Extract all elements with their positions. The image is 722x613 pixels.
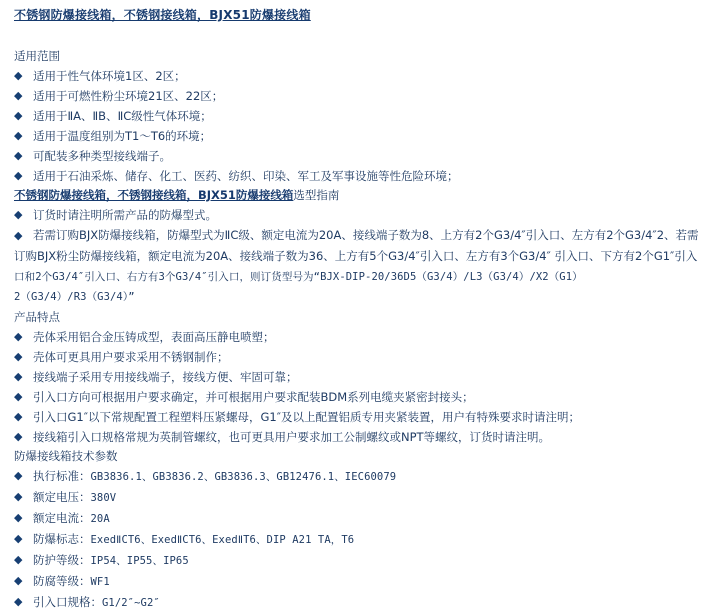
page-title[interactable]: 不锈钢防爆接线箱，不锈钢接线箱，BJX51防爆接线箱 <box>14 8 311 22</box>
list-item <box>14 387 714 407</box>
spacer <box>14 24 714 47</box>
guide-title-suffix: 选型指南 <box>293 188 340 202</box>
diamond-bullet-icon: ◆ <box>14 468 23 482</box>
diamond-bullet-icon: ◆ <box>14 389 23 403</box>
list-item <box>14 327 714 347</box>
scope-list <box>14 66 714 186</box>
spec-row <box>14 571 714 592</box>
diamond-bullet-icon: ◆ <box>14 229 23 242</box>
list-item-text: 适用于ⅡA、ⅡB、ⅡC级性气体环境； <box>33 109 212 123</box>
list-item <box>14 126 714 146</box>
list-item <box>14 66 714 86</box>
spec-label: 防腐等级： <box>33 573 91 588</box>
diamond-bullet-icon: ◆ <box>14 573 23 587</box>
diamond-bullet-icon: ◆ <box>14 552 23 566</box>
spec-label: 防护等级： <box>33 552 91 567</box>
list-item-text: 适用于温度组别为T1～T6的环境； <box>33 129 212 143</box>
document-body <box>14 6 714 613</box>
list-item <box>14 86 714 106</box>
diamond-bullet-icon: ◆ <box>14 510 23 524</box>
diamond-bullet-icon: ◆ <box>14 89 23 102</box>
spec-label: 防爆标志： <box>33 531 91 546</box>
spec-value: WF1 <box>90 575 110 588</box>
diamond-bullet-icon: ◆ <box>14 109 23 122</box>
spec-label: 额定电压： <box>33 489 91 504</box>
spec-value: ExedⅡCT6、ExedⅡCT6、ExedⅡT6、DIP A21 TA，T6 <box>90 533 355 546</box>
features-list <box>14 327 714 447</box>
list-item <box>14 347 714 367</box>
diamond-bullet-icon: ◆ <box>14 594 23 608</box>
spec-value: 380V <box>90 491 117 504</box>
list-item-text: 引入口方向可根据用户要求确定，并可根据用户要求配装BDM系列电缆夹紧密封接头； <box>33 389 474 404</box>
diamond-bullet-icon: ◆ <box>14 329 23 343</box>
list-item <box>14 407 714 427</box>
list-item-text: 适用于性气体环境1区、2区； <box>33 69 186 83</box>
spec-row <box>14 550 714 571</box>
guide-example-paragraph <box>14 225 714 308</box>
diamond-bullet-icon: ◆ <box>14 369 23 383</box>
diamond-bullet-icon: ◆ <box>14 208 23 221</box>
spec-value: GB3836.1、GB3836.2、GB3836.3、GB12476.1、IEC60079 <box>90 470 397 483</box>
spec-row <box>14 487 714 508</box>
list-item-text: 订货时请注明所需产品的防爆型式。 <box>33 208 217 222</box>
list-item <box>14 106 714 126</box>
spec-row <box>14 466 714 487</box>
list-item <box>14 146 714 166</box>
scope-heading: 适用范围 <box>14 49 60 63</box>
spec-value: G1/2″~G2″ <box>102 596 160 609</box>
guide-example-line-2: 订购BJX粉尘防爆接线箱，额定电流为20A、接线端子数为36、上方有5个G3/4″引入口、左方有3个G3/4″ 引入口、下方有2个G1″引入 <box>14 249 698 263</box>
specs-heading: 防爆接线箱技术参数 <box>14 448 118 463</box>
guide-example-text: 若需订购BJX防爆接线箱，防爆型式为ⅡC级、额定电流为20A、接线端子数为8、上方有2个G3/4″引入口、左方有2个G3/4″2、若需 <box>33 228 699 242</box>
diamond-bullet-icon: ◆ <box>14 489 23 503</box>
spec-value: IP54、IP55、IP65 <box>90 554 189 567</box>
guide-example-line-1 <box>14 225 714 246</box>
spec-row <box>14 529 714 550</box>
specs-list <box>14 466 714 613</box>
list-item-text: 接线端子采用专用接线端子，接线方便、牢固可靠； <box>33 369 298 384</box>
list-item-text: 壳体可更具用户要求采用不锈钢制作； <box>33 349 229 364</box>
diamond-bullet-icon: ◆ <box>14 169 23 182</box>
guide-heading <box>14 186 714 205</box>
guide-title-link[interactable]: 不锈钢防爆接线箱，不锈钢接线箱，BJX51防爆接线箱 <box>14 188 294 202</box>
diamond-bullet-icon: ◆ <box>14 149 23 162</box>
list-item-text: 接线箱引入口规格常规为英制管螺纹，也可更具用户要求加工公制螺纹或NPT等螺纹，订货时请注明。 <box>33 429 551 444</box>
spec-label: 执行标准： <box>33 468 91 483</box>
features-heading: 产品特点 <box>14 309 60 324</box>
list-item-text: 适用于石油采炼、储存、化工、医药、纺织、印染、军工及军事设施等性危险环境； <box>33 169 459 183</box>
spec-row <box>14 592 714 613</box>
list-item <box>14 166 714 186</box>
spec-value: 20A <box>90 512 110 525</box>
list-item-text: 可配装多种类型接线端子。 <box>33 149 171 163</box>
spec-label: 引入口规格： <box>33 594 102 609</box>
spec-label: 额定电流： <box>33 510 91 525</box>
guide-example-line-3: 口和2个G3/4″引入口、右方有3个G3/4″引入口，则订货型号为“BJX-DIP-20/36D5（G3/4）/L3（G3/4）/X2（G1） <box>14 270 583 283</box>
diamond-bullet-icon: ◆ <box>14 409 23 423</box>
list-item <box>14 205 714 225</box>
list-item <box>14 367 714 387</box>
spec-row <box>14 508 714 529</box>
guide-example-line-4: 2（G3/4）/R3（G3/4）” <box>14 291 135 303</box>
diamond-bullet-icon: ◆ <box>14 349 23 363</box>
list-item-text: 适用于可燃性粉尘环境21区、22区； <box>33 89 224 103</box>
list-item <box>14 427 714 447</box>
diamond-bullet-icon: ◆ <box>14 129 23 142</box>
diamond-bullet-icon: ◆ <box>14 69 23 82</box>
list-item-text: 引入口G1″以下常规配置工程塑料压紧螺母，G1″及以上配置铝质专用夹紧装置，用户有特殊要求时请注明； <box>33 409 581 424</box>
list-item-text: 壳体采用铝合金压铸成型，表面高压静电喷塑； <box>33 329 275 344</box>
diamond-bullet-icon: ◆ <box>14 531 23 545</box>
diamond-bullet-icon: ◆ <box>14 429 23 443</box>
